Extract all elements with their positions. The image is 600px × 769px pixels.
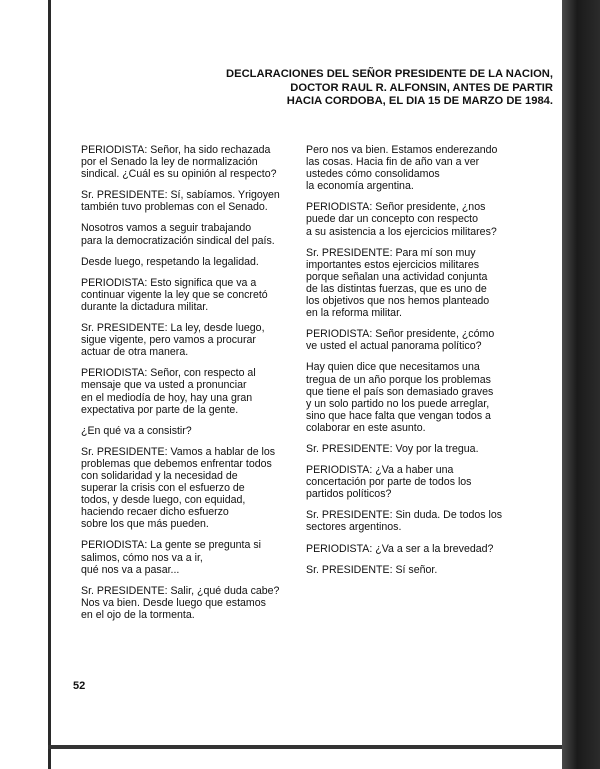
paragraph: PERIODISTA: Señor, con respecto al mensaje que va usted a pronunciar en el mediodía de hoy, hay una gran expectativa por parte de la gente.: [81, 367, 256, 416]
paragraph: PERIODISTA: La gente se pregunta si salimos, cómo nos va a ir, qué nos va a pasar...: [81, 539, 261, 576]
paragraph: Sr. PRESIDENTE: La ley, desde luego, sigue vigente, pero vamos a procurar actuar de otra manera.: [81, 322, 265, 359]
paragraph: Pero nos va bien. Estamos enderezando las cosas. Hacia fin de año van a ver ustedes cómo consolidamos la economía argentina.: [306, 144, 498, 193]
paragraph: Sr. PRESIDENTE: Sí, sabíamos. Yrigoyen también tuvo problemas con el Senado.: [81, 189, 280, 214]
left-column: [81, 144, 291, 630]
page-title: DECLARACIONES DEL SEÑOR PRESIDENTE DE LA NACION, DOCTOR RAUL R. ALFONSIN, ANTES DE PARTIR HACIA CORDOBA, EL DIA 15 DE MARZO DE 1984.: [226, 68, 553, 107]
paragraph: Sr. PRESIDENTE: Para mí son muy importantes estos ejercicios militares porque señalan una actividad conjunta de las distintas fuerzas, que es uno de los objetivos que nos hemos planteado en la reforma militar.: [306, 246, 490, 320]
paragraph: Sr. PRESIDENTE: Sí señor.: [306, 563, 438, 576]
page-number: 52: [73, 680, 86, 692]
paragraph: Desde luego, respetando la legalidad.: [81, 255, 259, 268]
scan-binding-shadow: [562, 0, 600, 769]
paragraph: Sr. PRESIDENTE: Salir, ¿qué duda cabe? Nos va bien. Desde luego que estamos en el ojo de la tormenta.: [81, 584, 280, 621]
paragraph: PERIODISTA: Señor, ha sido rechazada por el Senado la ley de normalización sindical. ¿Cuál es su opinión al respecto?: [81, 144, 277, 181]
paragraph: Sr. PRESIDENTE: Sin duda. De todos los sectores argentinos.: [306, 509, 503, 534]
paragraph: Hay quien dice que necesitamos una tregua de un año porque los problemas que tiene el país son demasiado graves y un solo partido no los puede arreglar, sino que hace falta que vengan todos a colaborar en este asunto.: [306, 361, 494, 434]
scan-page-edge-bottom: [48, 745, 562, 749]
paragraph: Sr. PRESIDENTE: Voy por la tregua.: [306, 442, 479, 455]
paragraph: ¿En qué va a consistir?: [81, 424, 192, 437]
paragraph: PERIODISTA: Señor presidente, ¿nos puede dar un concepto con respecto a su asistencia a los ejercicios militares?: [306, 201, 497, 238]
paragraph: Sr. PRESIDENTE: Vamos a hablar de los problemas que debemos enfrentar todos con solidaridad y la necesidad de superar la crisis con el esfuerzo de todos, y desde luego, con equidad, haciendo recaer dicho esfuerzo sobre los que más pueden.: [81, 445, 276, 531]
paragraph: Nosotros vamos a seguir trabajando para la democratización sindical del país.: [81, 222, 275, 247]
paragraph: PERIODISTA: Esto significa que va a continuar vigente la ley que se concretó durante la dictadura militar.: [81, 276, 268, 313]
paragraph: PERIODISTA: ¿Va a haber una concertación por parte de todos los partidos políticos?: [306, 464, 472, 501]
right-column: [306, 144, 521, 585]
paragraph: PERIODISTA: Señor presidente, ¿cómo ve usted el actual panorama político?: [306, 328, 495, 353]
document-page: [51, 0, 562, 745]
paragraph: PERIODISTA: ¿Va a ser a la brevedad?: [306, 542, 494, 555]
